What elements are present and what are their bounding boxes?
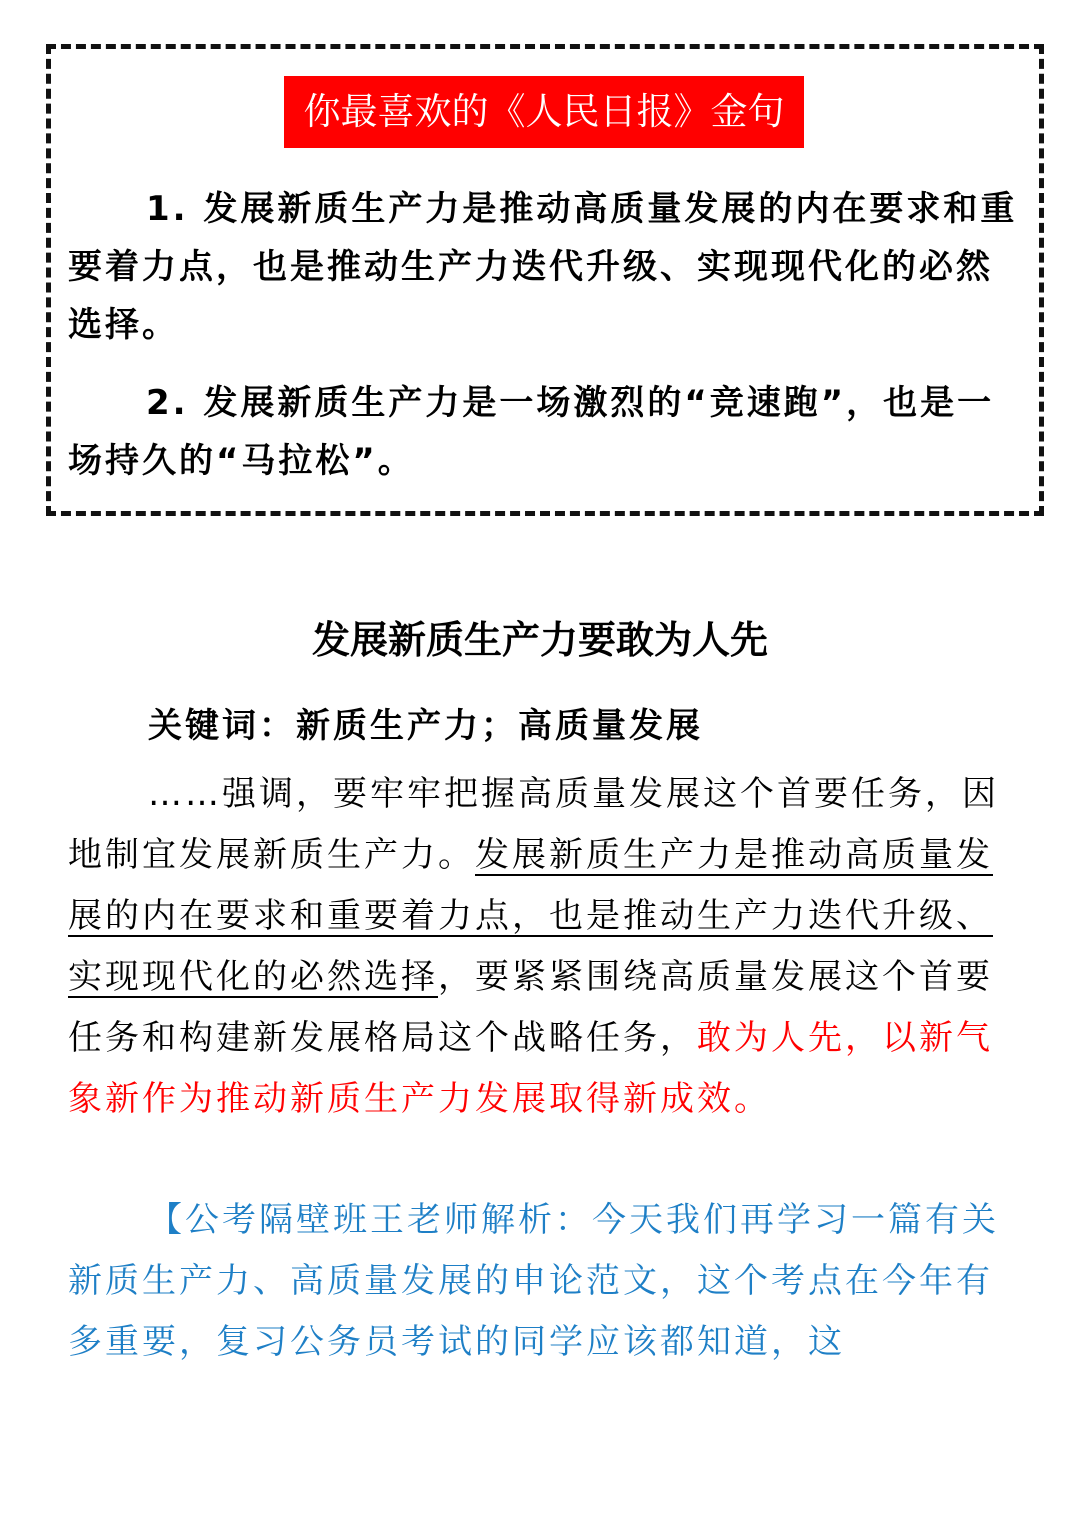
body-text-emphasis-red: 敢为人先，以新气象新作为推动新质生产力发展取得新成效。	[68, 1018, 993, 1119]
article-keywords: 关键词：新质生产力；高质量发展	[148, 706, 703, 746]
body-text-intro: ……强调，要牢牢把握高质量发展这个首要任务，因地制宜发展新质生产力。	[68, 774, 999, 875]
teacher-analysis-paragraph: 【公考隔壁班王老师解析：今天我们再学习一篇有关新质生产力、高质量发展的申论范文，这个考点在今年有多重要，复习公务员考试的同学应该都知道，这	[68, 1200, 999, 1362]
body-text-middle: ，要紧紧围绕高质量发展这个首要任务和构建新发展格局这个战略任务，	[68, 957, 993, 1058]
article-body-paragraph	[68, 764, 1014, 1130]
body-text-underlined: 发展新质生产力是推动高质量发展的内在要求和重要着力点，也是推动生产力迭代升级、实现现代化的必然选择	[68, 835, 993, 997]
quote-box-title: 你最喜欢的《人民日报》金句	[284, 76, 804, 148]
golden-quote-2: 2. 发展新质生产力是一场激烈的“竞速跑”，也是一场持久的“马拉松”。	[68, 383, 995, 481]
article-title: 发展新质生产力要敢为人先	[311, 617, 768, 662]
golden-quote-1: 1. 发展新质生产力是推动高质量发展的内在要求和重要着力点，也是推动生产力迭代升级、实现现代化的必然选择。	[68, 189, 1018, 345]
